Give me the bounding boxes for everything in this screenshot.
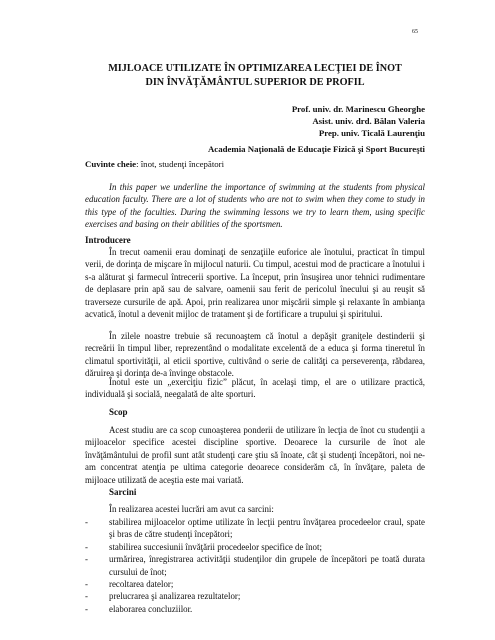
abstract: In this paper we underline the importance of swimming at the students from physical education faculty. There are a lot of students who are not to swim when they come to study in this type of the faculties. During the swimming lessons we try to learn them, using specific exercises and basing on their abilities of the sportsmen.	[85, 182, 425, 230]
introducere-paragraph-3: Înotul este un „exerciţiu fizic” plăcut, în acelaşi timp, el are o utilizare practică, individuală şi socială, neegalată de alte sporturi.	[85, 377, 425, 400]
author-list	[292, 103, 425, 140]
keywords-label: Cuvinte cheie	[85, 159, 137, 169]
list-item: - stabilirea mijloacelor optime utilizate în lecţii pentru învăţarea procedeelor craul, spate şi bras de către studenţi începători;	[85, 517, 425, 540]
title-line-1: MIJLOACE UTILIZATE ÎN OPTIMIZAREA LECŢIEI DE ÎNOT	[108, 63, 402, 74]
paper-title	[85, 62, 425, 89]
keywords	[85, 158, 224, 171]
sarcini-list	[85, 516, 425, 615]
list-item: - elaborarea concluziilor.	[85, 603, 193, 614]
section-heading-introducere: Introducere	[85, 235, 131, 245]
keywords-text: : înot, studenţi începători	[136, 159, 225, 169]
introducere-paragraph-2: În zilele noastre trebuie să recunoaştem că înotul a depăşit graniţele destinderii şi recreării în timpul liber, reprezentând o modalitate excelentă de a educa şi forma tineretul în climatul sportivităţii, al eticii sportive, cultivând o serie de calităţi ca perseverenţa, răbdarea, dăruirea şi dorinţa de-a învinge obstacole.	[85, 331, 425, 379]
introducere-paragraph-1: În trecut oamenii erau dominaţi de senzaţiile euforice ale înotului, practicat în timpul verii, de dorinţa de mişcare în mijlocul naturii. Cu timpul, acestui mod de practicare a înotului i s-a alăturat şi farmecul întrecerii sportive. La început, prin însuşirea unor tehnici rudimentare de deplasare prin apă sau de salvare, oamenii sau ferit de pericolul înecului şi au reuşit să traverseze cursurile de apă. Apoi, prin realizarea unor mişcării simple şi relaxante în ambianţa acvatică, înotul a devenit mijloc de tratament şi de fortificare a trupului şi spiritului.	[85, 247, 425, 320]
scop-paragraph: Acest studiu are ca scop cunoaşterea ponderii de utilizare în lecţia de înot cu studenţii a mijloacelor specifice acestei discipline sportive. Deoarece la cursurile de înot ale învăţământului de profil sunt atât studenţi care ştiu să înoate, cât şi studenţi începători, noi ne-am concentrat atenţia pe ultima categorie deoarece considerăm că, în învăţare, paleta de mijloace utilizată de aceştia este mai variată.	[85, 425, 425, 485]
list-item: - recoltarea datelor;	[85, 579, 174, 590]
paper-page	[85, 0, 425, 640]
section-heading-scop: Scop	[109, 407, 128, 417]
list-item: - prelucrarea şi analizarea rezultatelor;	[85, 591, 241, 602]
affiliation: Academia Naţională de Educaţie Fizică şi Sport Bucureşti	[207, 144, 425, 154]
author-2: Asist. univ. drd. Bălan Valeria	[312, 116, 425, 127]
author-1: Prof. univ. dr. Marinescu Gheorghe	[291, 104, 425, 114]
page-number: 65	[412, 29, 418, 35]
section-heading-sarcini: Sarcini	[109, 487, 137, 497]
author-3: Prep. univ. Ticală Laurenţiu	[318, 128, 425, 139]
title-line-2: DIN ÎNVĂŢĂMÂNTUL SUPERIOR DE PROFIL	[145, 76, 365, 88]
list-item: - urmărirea, înregistrarea activităţii studenţilor din grupele de începători pe toată durata cursului de înot;	[85, 554, 425, 577]
sarcini-intro: În realizarea acestei lucrări am avut ca sarcini:	[109, 504, 274, 514]
list-item: - stabilirea succesiunii învăţării procedeelor specifice de înot;	[85, 541, 322, 552]
